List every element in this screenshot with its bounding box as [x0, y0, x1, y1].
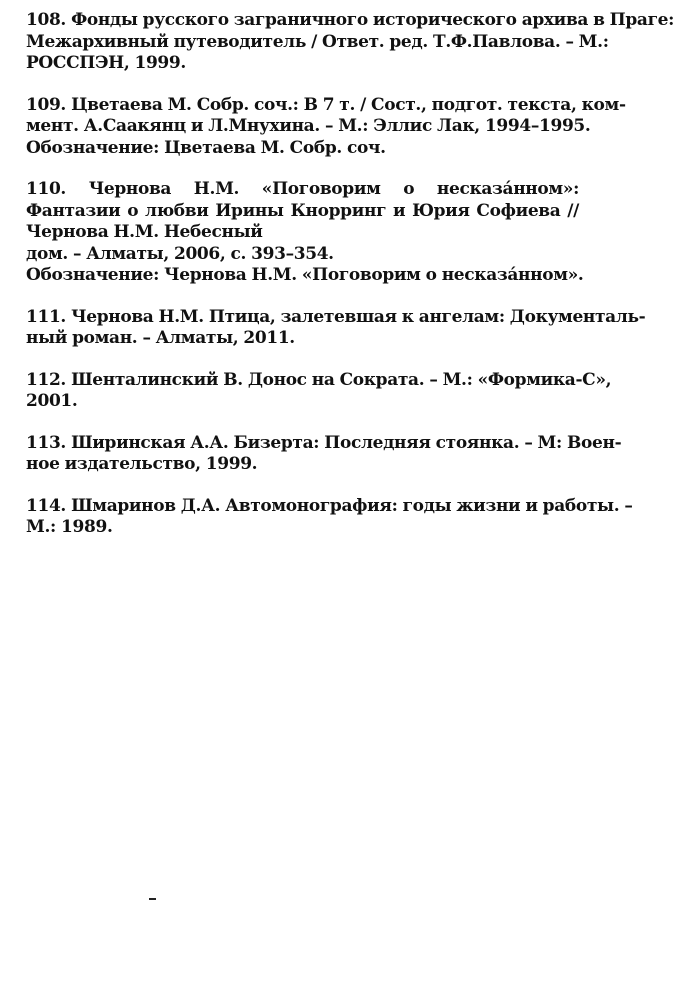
entry-line: 110. Чернова Н.М. «Поговорим о несказа́нном»: Фантазии о любви Ирины Кнорринг и Юрия Софиева // Чернова Н.М. Небесный [26, 179, 579, 242]
entry-line: 111. Чернова Н.М. Птица, залетевшая к ангелам: Документаль- [26, 306, 646, 327]
bibliography-entry-111 [26, 306, 646, 350]
entry-line: ное издательство, 1999. [26, 454, 258, 474]
entry-line: РОССПЭН, 1999. [26, 53, 186, 73]
page-footer-mark [149, 898, 156, 900]
bibliography-list [26, 10, 674, 559]
entry-line: 113. Ширинская А.А. Бизерта: Последняя стоянка. – М: Воен- [26, 432, 622, 453]
entry-line: 2001. [26, 391, 78, 411]
entry-line: 108. Фонды русского заграничного исторического архива в Праге: [26, 10, 674, 30]
entry-line: дом. – Алматы, 2006, с. 393–354. [26, 243, 334, 264]
entry-line: Межархивный путеводитель / Ответ. ред. Т.Ф.Павлова. – М.: [26, 31, 609, 52]
bibliography-entry-110 [26, 179, 584, 287]
bibliography-entry-108 [26, 10, 674, 75]
bibliography-entry-109 [26, 94, 626, 160]
entry-line: Обозначение: Чернова Н.М. «Поговорим о несказа́нном». [26, 265, 584, 285]
entry-line: 109. Цветаева М. Собр. соч.: В 7 т. / Сост., подгот. текста, ком- [26, 94, 626, 115]
bibliography-entry-113 [26, 432, 622, 476]
bibliography-entry-114 [26, 495, 633, 539]
entry-line: ный роман. – Алматы, 2011. [26, 328, 295, 348]
entry-line: Обозначение: Цветаева М. Собр. соч. [26, 137, 386, 158]
bibliography-entry-112 [26, 369, 612, 413]
entry-line: 114. Шмаринов Д.А. Автомонография: годы жизни и работы. – [26, 495, 633, 516]
entry-line: мент. А.Саакянц и Л.Мнухина. – М.: Эллис Лак, 1994–1995. [26, 116, 591, 136]
entry-line: 112. Шенталинский В. Донос на Сократа. – М.: «Формика-С», [26, 369, 612, 390]
entry-line: М.: 1989. [26, 517, 113, 537]
